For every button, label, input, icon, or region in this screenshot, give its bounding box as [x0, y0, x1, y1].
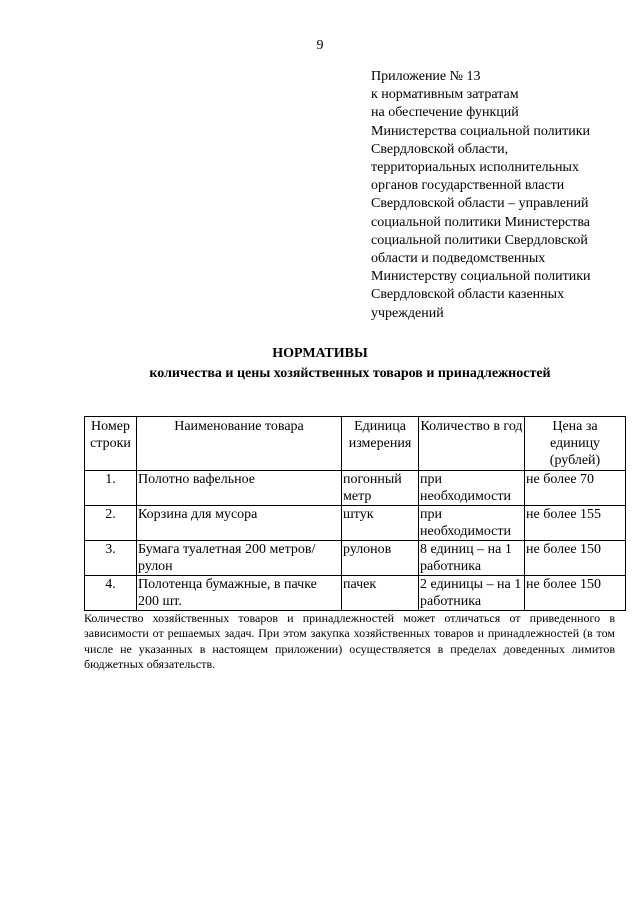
appendix-line: на обеспечение функций — [371, 105, 519, 121]
cell-num: 1. — [85, 471, 137, 506]
cell-name: Полотно вафельное — [137, 471, 342, 506]
norms-table — [84, 416, 626, 611]
appendix-line: социальной политики Свердловской — [371, 232, 588, 248]
header-name: Наименование товара — [137, 417, 342, 471]
header-num: Номер строки — [85, 417, 137, 471]
cell-price: не более 155 — [525, 506, 626, 541]
cell-qty: при необходимости — [419, 506, 525, 541]
cell-name: Бумага туалетная 200 метров/рулон — [137, 541, 342, 576]
appendix-line: социальной политики Министерства — [371, 214, 591, 230]
appendix-line: к нормативным затратам — [371, 87, 519, 103]
cell-num: 2. — [85, 506, 137, 541]
cell-unit: штук — [342, 506, 419, 541]
appendix-line: Министерству социальной политики — [371, 269, 591, 285]
cell-price: не более 150 — [525, 541, 626, 576]
cell-num: 3. — [85, 541, 137, 576]
header-unit: Единица измерения — [342, 417, 419, 471]
appendix-line: органов государственной власти — [371, 178, 565, 194]
footnote-text: Количество хозяйственных товаров и принадлежностей может отличаться от приведенного в зависимости от решаемых задач. При этом закупка хозяйственных товаров и принадлежностей (в том числе не указанных в настоящем приложении) осуществляется в пределах доведенных лимитов бюджетных обязательств. — [84, 611, 615, 672]
cell-unit: погонный метр — [342, 471, 419, 506]
cell-qty: 8 единиц – на 1 работника — [419, 541, 525, 576]
page-number: 9 — [316, 38, 324, 53]
appendix-line: области и подведомственных — [371, 251, 546, 267]
document-subtitle: количества и цены хозяйственных товаров и принадлежностей — [149, 366, 551, 381]
cell-name: Полотенца бумажные, в пачке 200 шт. — [137, 576, 342, 611]
appendix-line: Министерства социальной политики — [371, 123, 591, 139]
cell-name: Корзина для мусора — [137, 506, 342, 541]
appendix-line: учреждений — [371, 305, 444, 321]
cell-num: 4. — [85, 576, 137, 611]
header-qty: Количество в год — [419, 417, 525, 471]
appendix-line: Свердловской области казенных — [371, 287, 565, 303]
cell-qty: при необходимости — [419, 471, 525, 506]
appendix-line: Свердловской области, — [371, 141, 509, 157]
table-row — [85, 506, 626, 541]
cell-price: не более 70 — [525, 471, 626, 506]
cell-qty: 2 единицы – на 1 работника — [419, 576, 525, 611]
header-price: Цена за единицу (рублей) — [525, 417, 626, 471]
table-row — [85, 471, 626, 506]
appendix-line: Свердловской области – управлений — [371, 196, 589, 212]
appendix-line: Приложение № 13 — [371, 69, 481, 84]
cell-price: не более 150 — [525, 576, 626, 611]
table-header-row — [85, 417, 626, 471]
cell-unit: пачек — [342, 576, 419, 611]
appendix-header — [371, 68, 631, 323]
table-row — [85, 541, 626, 576]
cell-unit: рулонов — [342, 541, 419, 576]
document-title: НОРМАТИВЫ — [272, 346, 368, 361]
appendix-line: территориальных исполнительных — [371, 160, 579, 176]
table-row — [85, 576, 626, 611]
